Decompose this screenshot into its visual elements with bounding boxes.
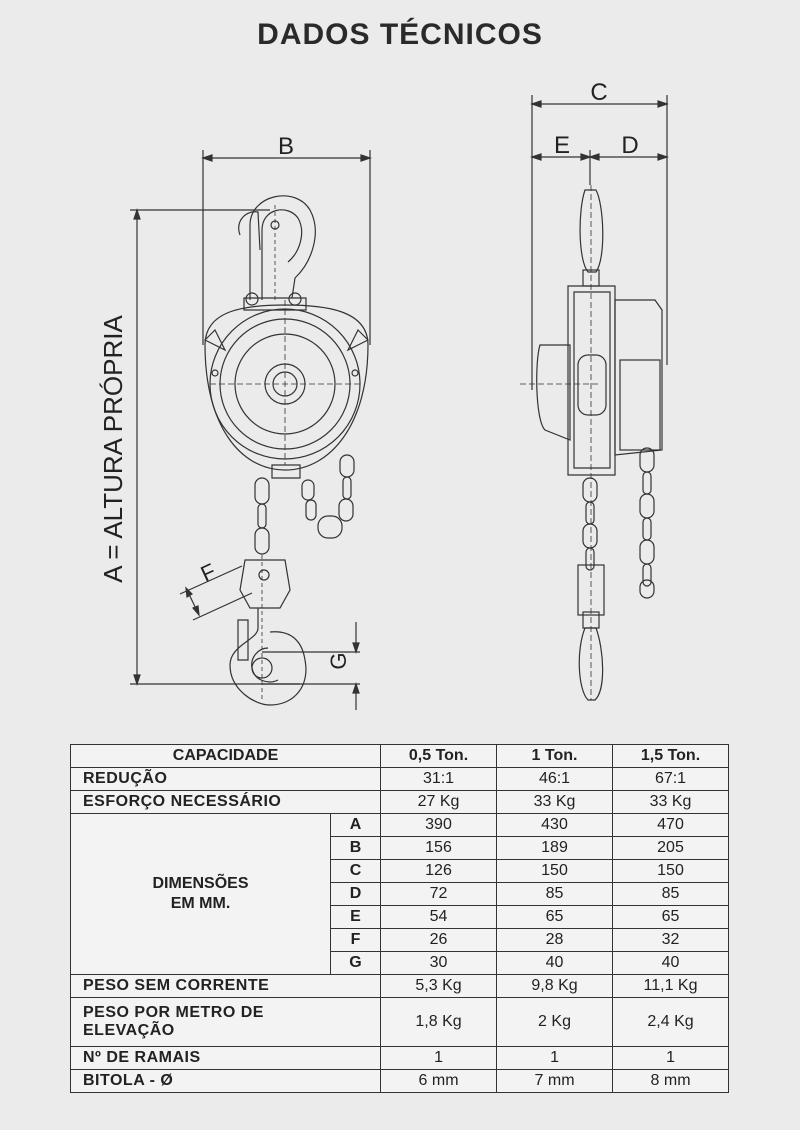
label-e: E [553,132,571,159]
table-row: C 126 150 150 [71,860,729,883]
label-f: F [196,558,220,587]
dimension-c-d-e [532,95,667,390]
table-row: DIMENSÕES EM MM. A 390 430 470 [71,814,729,837]
label-g: G [326,652,351,670]
table-row: D 72 85 85 [71,883,729,906]
dimension-a [130,210,300,684]
page-title: DADOS TÉCNICOS [257,18,543,51]
label-a: A = ALTURA PRÓPRIA [98,315,128,583]
dimensions-label: DIMENSÕES EM MM. [71,814,331,975]
capacity-label: CAPACIDADE [71,745,381,768]
top-hook [239,196,316,310]
specs-table [70,744,729,1093]
table-row: PESO POR METRO DE ELEVAÇÃO 1,8 Kg 2 Kg 2,4 Kg [71,998,729,1047]
table-row: PESO SEM CORRENTE 5,3 Kg 9,8 Kg 11,1 Kg [71,975,729,998]
table-row: REDUÇÃO 31:1 46:1 67:1 [71,768,729,791]
table-row: G 30 40 40 [71,952,729,975]
table-row: ESFORÇO NECESSÁRIO 27 Kg 33 Kg 33 Kg [71,791,729,814]
side-chains [583,448,654,598]
label-d: D [621,132,639,159]
label-b: B [277,133,295,160]
hoist-body [205,300,368,478]
table-row: E 54 65 65 [71,906,729,929]
dimension-b [203,150,370,345]
col-header-0: 0,5 Ton. [381,745,497,768]
hoist-technical-drawing [0,60,800,730]
table-row: BITOLA - Ø 6 mm 7 mm 8 mm [71,1070,729,1093]
col-header-1: 1 Ton. [497,745,613,768]
col-header-2: 1,5 Ton. [613,745,729,768]
load-chain [255,478,269,554]
table-row: Nº DE RAMAIS 1 1 1 [71,1047,729,1070]
bottom-hook [230,555,306,705]
table-header-row [71,745,729,768]
table-row: F 26 28 32 [71,929,729,952]
label-c: C [590,79,608,106]
hand-chain [302,455,354,538]
table-row: B 156 189 205 [71,837,729,860]
